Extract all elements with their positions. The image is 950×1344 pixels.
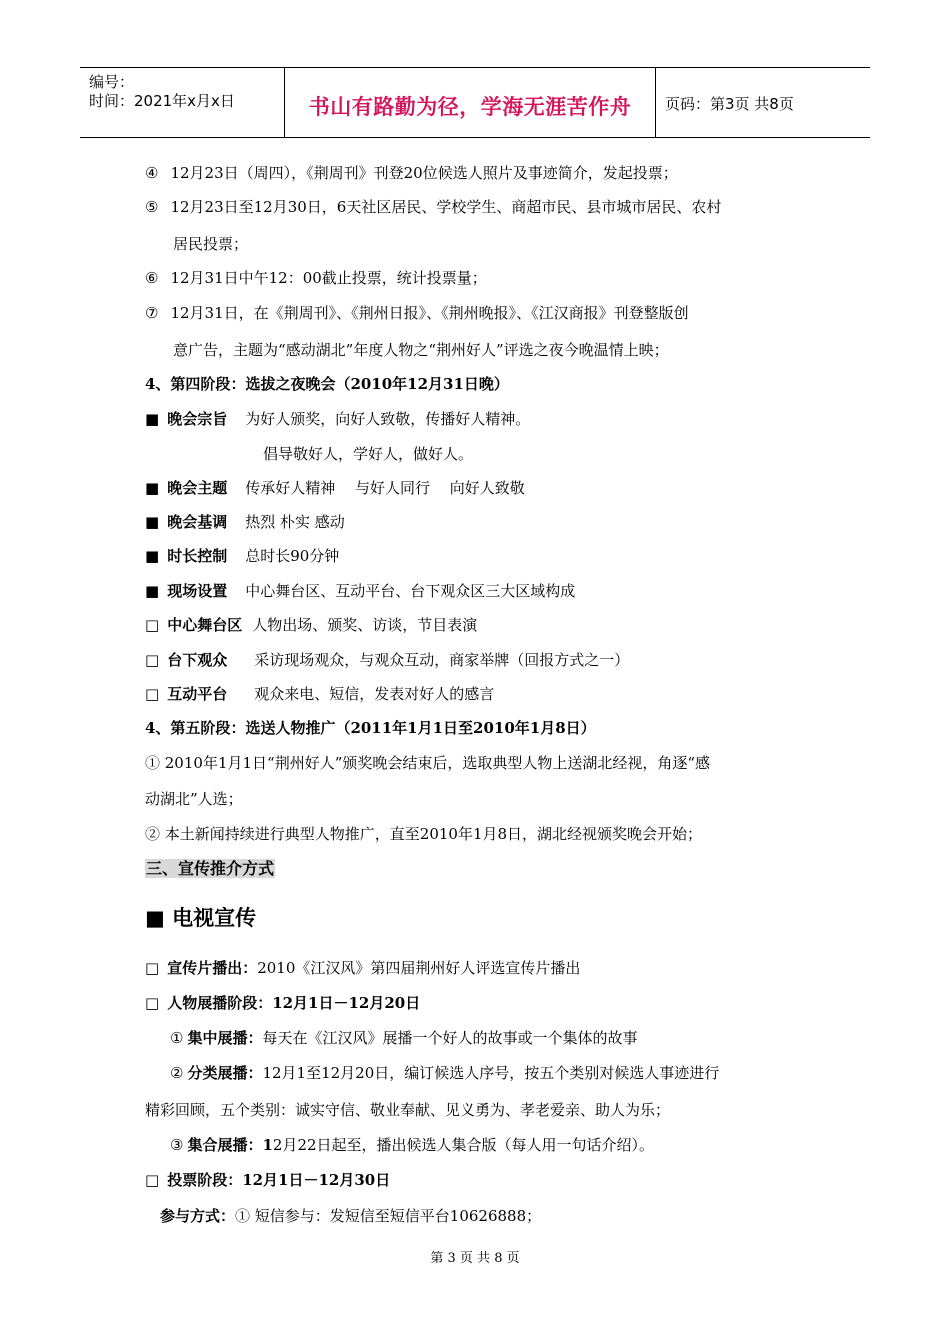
interactive-platform xyxy=(145,684,494,704)
text: 12月31日，在《荆周刊》、《荆州日报》、《荆州晚报》、《江汉商报》刊登整版创 xyxy=(170,304,689,322)
label: 互动平台 xyxy=(167,685,228,703)
showcase-item xyxy=(170,1028,637,1048)
marker: ④ xyxy=(145,164,159,182)
text: 采访现场观众，与观众互动，商家举牌（回报方式之一） xyxy=(254,651,630,669)
gala-tone xyxy=(145,512,345,532)
audience-area xyxy=(145,650,629,670)
marker: ② xyxy=(170,1064,184,1082)
label: 晚会宗旨 xyxy=(167,410,228,428)
gala-purpose-continued: 倡导敬好人，学好人，做好人。 xyxy=(263,445,474,463)
label: 台下观众 xyxy=(167,651,228,669)
text: 12月23日（周四），《荆周刊》刊登20位候选人照片及事迹简介，发起投票； xyxy=(170,164,678,182)
tv-promotion-heading: ■ 电视宣传 xyxy=(145,906,257,930)
showcase-item xyxy=(170,1135,654,1155)
page-label: 页码：第3页 共8页 xyxy=(665,95,794,113)
section-3-title: 三、宣传推介方式 xyxy=(146,859,275,878)
header-page-cell xyxy=(656,68,870,137)
checkbox-icon: □ xyxy=(145,1171,160,1189)
text: 观众来电、短信，发表对好人的感言 xyxy=(254,685,495,703)
gala-duration xyxy=(145,546,339,566)
text: 12月1至12月20日，编订候选人序号，按五个类别对候选人事迹进行 xyxy=(262,1064,720,1082)
square-icon: ■ xyxy=(145,513,160,531)
section-heading xyxy=(145,859,275,879)
text: 传承好人精神 与好人同行 向好人致敬 xyxy=(245,479,525,497)
gala-purpose xyxy=(145,409,530,429)
text: 12月31日中午12：00截止投票，统计投票量； xyxy=(170,269,487,287)
marker: ③ xyxy=(170,1136,184,1154)
square-icon: ■ xyxy=(145,479,160,497)
text: 热烈 朴实 感动 xyxy=(245,513,345,531)
stage4-heading: 4、第四阶段：选拔之夜晚会（2010年12月31日晚） xyxy=(145,375,509,393)
text-bold: 1 xyxy=(262,1136,273,1154)
square-icon: ■ xyxy=(145,547,160,565)
label: 晚会基调 xyxy=(167,513,228,531)
label: 晚会主题 xyxy=(167,479,228,497)
list-item xyxy=(145,163,678,183)
stage5-item-2: ② 本土新闻持续进行典型人物推广，直至2010年1月8日，湖北经视颁奖晚会开始； xyxy=(145,825,703,843)
label: 集中展播： xyxy=(187,1029,263,1047)
vote-stage xyxy=(145,1170,390,1190)
time-label: 时间：2021年x月x日 xyxy=(89,92,235,110)
stage5-heading: 4、第五阶段：选送人物推广（2011年1月1日至2010年1月8日） xyxy=(145,719,596,737)
label: 现场设置 xyxy=(167,582,228,600)
label: 参与方式： xyxy=(160,1207,236,1225)
text: 2月22日起至，播出候选人集合版（每人用一句话介绍）。 xyxy=(272,1136,655,1154)
checkbox-icon: □ xyxy=(145,959,160,977)
header-motto-cell xyxy=(285,68,656,137)
text: ① 短信参与：发短信至短信平台10626888； xyxy=(235,1207,542,1225)
participation-method xyxy=(160,1206,541,1226)
list-item-continued: 居民投票； xyxy=(173,235,249,253)
showcase-item-continued: 精彩回顾，五个类别：诚实守信、敬业奉献、见义勇为、孝老爱亲、助人为乐； xyxy=(145,1101,671,1119)
square-icon: ■ xyxy=(145,582,160,600)
text: 中心舞台区、互动平台、台下观众区三大区域构成 xyxy=(245,582,576,600)
label: 宣传片播出： xyxy=(167,959,258,977)
marker: ⑦ xyxy=(145,304,159,322)
square-icon: ■ xyxy=(145,410,160,428)
list-item-continued: 意广告，主题为“感动湖北”年度人物之“荆州好人”评选之夜今晚温情上映； xyxy=(173,341,669,359)
label: 投票阶段：12月1日－12月30日 xyxy=(167,1171,391,1189)
checkbox-icon: □ xyxy=(145,994,160,1012)
header-meta xyxy=(80,68,285,137)
text: 总时长90分钟 xyxy=(245,547,340,565)
marker: ⑤ xyxy=(145,198,159,216)
label: 人物展播阶段：12月1日－12月20日 xyxy=(167,994,421,1012)
list-item xyxy=(145,268,487,288)
label: 时长控制 xyxy=(167,547,228,565)
gala-venue xyxy=(145,581,575,601)
page-footer: 第 3 页 共 8 页 xyxy=(430,1251,520,1266)
text: 12月23日至12月30日，6天社区居民、学校学生、商超市民、县市城市居民、农村 xyxy=(170,198,722,216)
label: 集合展播： xyxy=(187,1136,263,1154)
text: 人物出场、颁奖、访谈，节目表演 xyxy=(252,616,478,634)
label: 分类展播： xyxy=(187,1064,263,1082)
text: 为好人颁奖，向好人致敬，传播好人精神。 xyxy=(245,410,531,428)
promo-video xyxy=(145,958,580,978)
checkbox-icon: □ xyxy=(145,685,160,703)
number-label: 编号： xyxy=(89,73,135,91)
motto: 书山有路勤为径，学海无涯苦作舟 xyxy=(308,95,632,119)
marker: ⑥ xyxy=(145,269,159,287)
checkbox-icon: □ xyxy=(145,616,160,634)
list-item xyxy=(145,197,721,217)
text: 每天在《江汉风》展播一个好人的故事或一个集体的故事 xyxy=(262,1029,638,1047)
stage5-item-1-continued: 动湖北”人选； xyxy=(145,790,243,808)
gala-theme xyxy=(145,478,525,498)
center-stage xyxy=(145,615,477,635)
showcase-stage xyxy=(145,993,420,1013)
list-item xyxy=(145,303,689,323)
text: 2010《江汉风》第四届荆州好人评选宣传片播出 xyxy=(257,959,581,977)
label: 中心舞台区 xyxy=(167,616,243,634)
showcase-item xyxy=(170,1063,719,1083)
marker: ① xyxy=(170,1029,184,1047)
page-header xyxy=(80,67,870,138)
checkbox-icon: □ xyxy=(145,651,160,669)
stage5-item-1: ① 2010年1月1日“荆州好人”颁奖晚会结束后，选取典型人物上送湖北经视，角逐“感 xyxy=(145,754,711,772)
